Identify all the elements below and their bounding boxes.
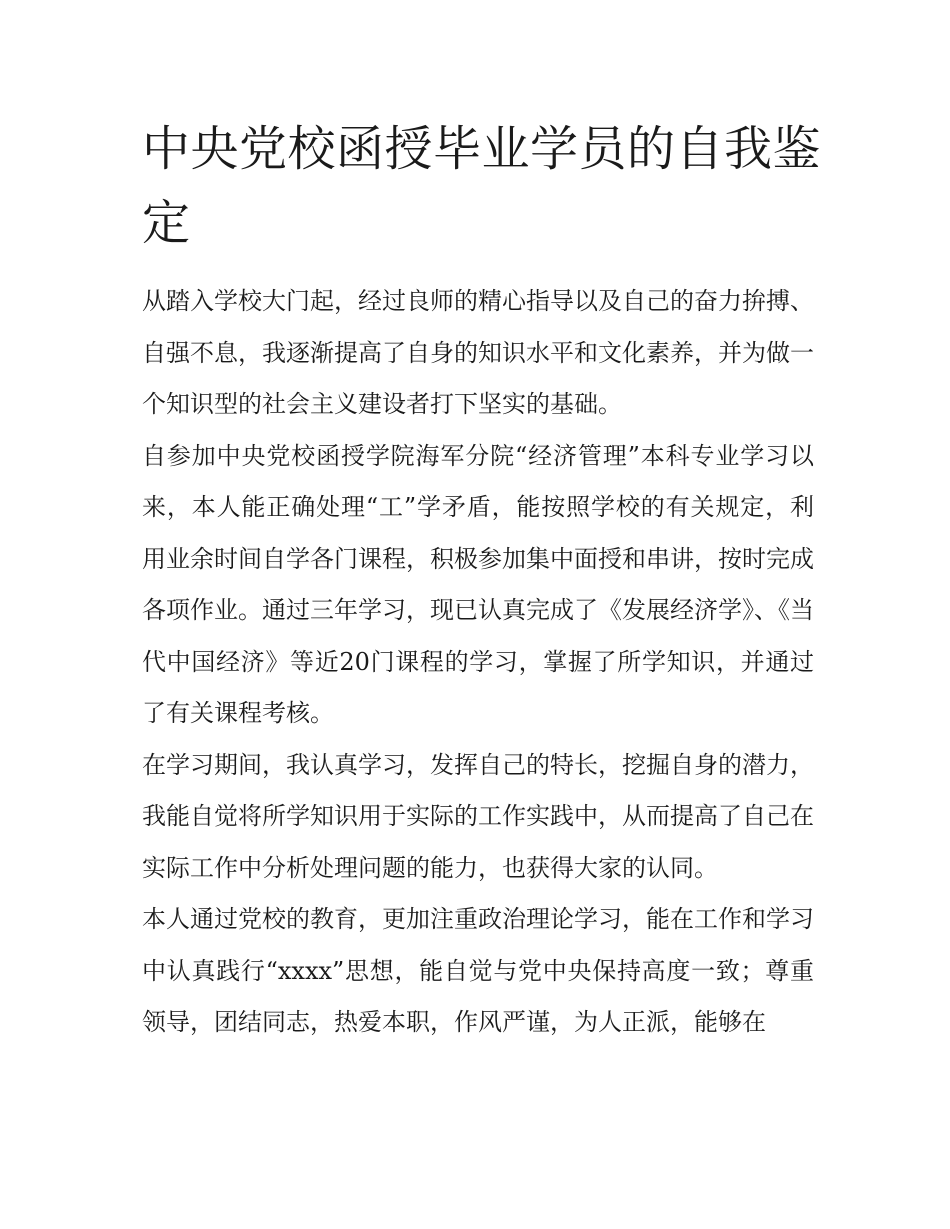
paragraph: 在学习期间，我认真学习，发挥自己的特长，挖掘自身的潜力，我能自觉将所学知识用于实际的工作实践中，从而提高了自己在实际工作中分析处理问题的能力，也获得大家的认同。 bbox=[142, 750, 814, 882]
document-body bbox=[142, 276, 814, 1049]
paragraph: 本人通过党校的教育，更加注重政治理论学习，能在工作和学习中认真践行“xxxx”思想，能自觉与党中央保持高度一致；尊重领导，团结同志，热爱本职，作风严谨，为人正派，能够在 bbox=[142, 905, 814, 1036]
document-title: 中央党校函授毕业学员的自我鉴定 bbox=[142, 121, 822, 251]
paragraph: 从踏入学校大门起，经过良师的精心指导以及自己的奋力拚搏、自强不息，我逐渐提高了自身的知识水平和文化素养，并为做一个知识型的社会主义建设者打下坚实的基础。 bbox=[142, 287, 814, 418]
paragraph: 自参加中央党校函授学院海军分院“经济管理”本科专业学习以来，本人能正确处理“工”学矛盾，能按照学校的有关规定，利用业余时间自学各门课程，积极参加集中面授和串讲，按时完成各项作业。通过三年学习，现已认真完成了《发展经济学》、《当代中国经济》等近20门课程的学习，掌握了所学知识，并通过了有关课程考核。 bbox=[142, 441, 814, 727]
